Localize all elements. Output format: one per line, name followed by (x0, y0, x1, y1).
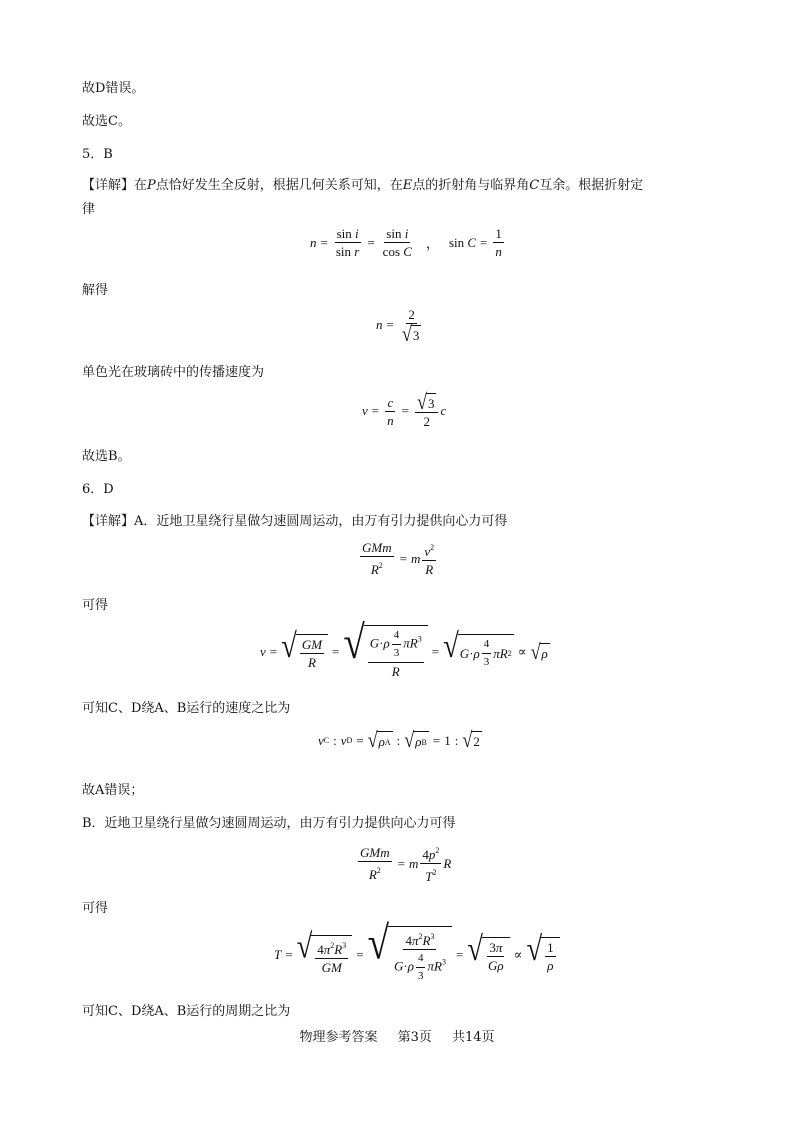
text-line: 【详解】在P点恰好发生全反射，根据几何关系可知，在E点的折射角与临界角C互余。根据折射定 (82, 178, 644, 193)
equation-n-value: n = 2 √ 3 (376, 307, 420, 346)
equation-velocity-ratio: v C : v D = √ ρ A : √ ρ B = 1 : √ 2 (318, 727, 480, 752)
equation-velocity-density: v = √ $\frac{GM}{R}$ = √ G·ρ $\frac{4}{3}$ $\pi R^3$ R = √ G · ρ $\frac{4}{3}$ πR 2 ∝ √ ρ (260, 617, 548, 679)
equation-refraction: n = $\frac{\text{sin i}}{\text{sin r}}$ = $\frac{\text{sin i}}{\text{cos C}}$ ， sin C = $\frac{1}{n}$ (310, 226, 502, 259)
text-line: B．近地卫星绕行星做匀速圆周运动，由万有引力提供向心力可得 (82, 816, 456, 831)
footer-subject: 物理参考答案 (299, 1030, 378, 1045)
text-line: 律 (82, 202, 96, 217)
question-number: 6．D (82, 482, 114, 497)
question-number: 5．B (82, 147, 113, 162)
text-line: 可知C、D绕A、B运行的速度之比为 (82, 701, 291, 716)
text-line: 故D错误。 (82, 81, 145, 96)
equation-speed: v = $\frac{c}{n}$ = √ 3 2 c (362, 389, 447, 430)
text-line: 故选C。 (82, 114, 131, 129)
page-footer (0, 1026, 794, 1045)
text-line: 可得 (82, 598, 109, 613)
text-line: 单色光在玻璃砖中的传播速度为 (82, 365, 265, 380)
text-line: 故选B。 (82, 449, 131, 464)
equation-period-density: T = √ $\frac{4\pi^2R^3}{GM}$ = √ $4\pi^2R^3$ G·ρ $\frac{4}{3}$ $\pi R^3$ = √ $\frac{3\pi}{G\rho}$ ∝ √ $\frac{1}{\rho}$ (274, 926, 560, 984)
text-line: 故A错误； (82, 783, 144, 798)
equation-gravity-period: $\frac{\text{GMm}}{R^2}$ = m $\frac{4p^2}{T^2}$ R (360, 845, 452, 884)
text-line: 【详解】A．近地卫星绕行星做匀速圆周运动，由万有引力提供向心力可得 (82, 514, 508, 529)
text-line: 可知C、D绕A、B运行的周期之比为 (82, 1004, 291, 1019)
equation-gravity-velocity: $\frac{\text{GMm}}{R^2}$ = m $\frac{v^2}{R}$ (362, 540, 435, 577)
text-line: 解得 (82, 283, 109, 298)
text-line: 可得 (82, 901, 109, 916)
footer-total: 共14页 (452, 1030, 495, 1045)
footer-page: 第3页 (397, 1030, 432, 1045)
